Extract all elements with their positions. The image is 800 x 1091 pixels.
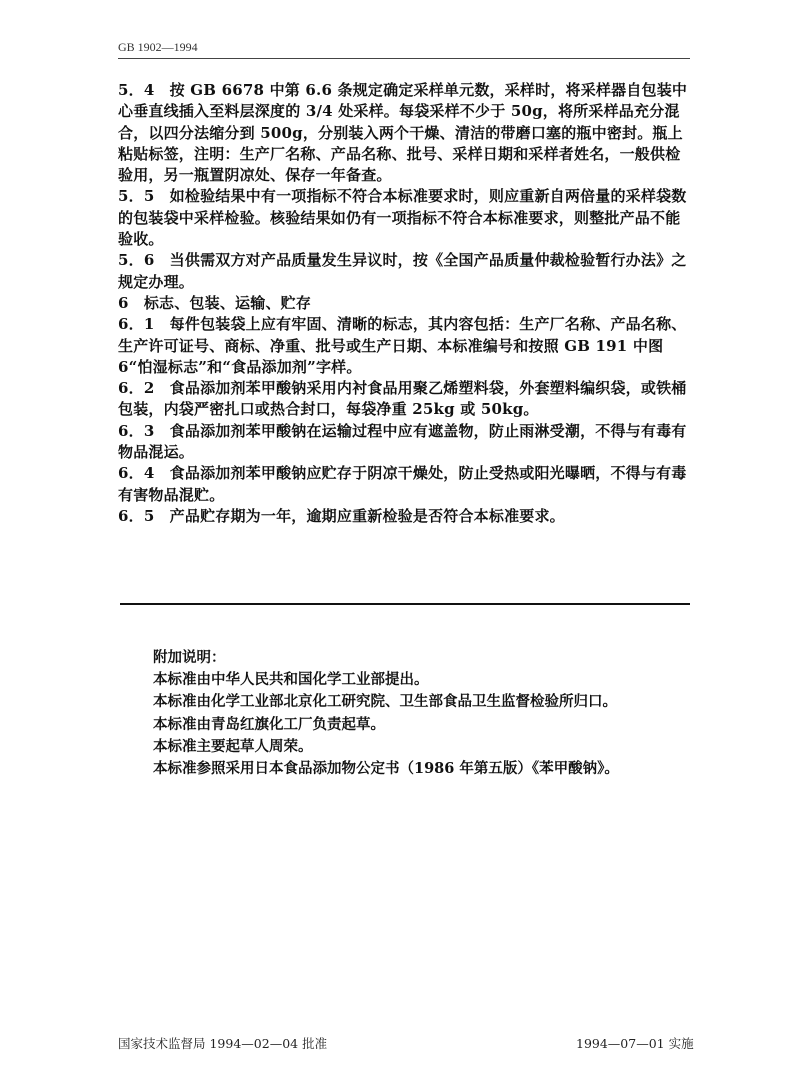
footer-implementation-date: 1994—07—01 实施	[576, 1036, 694, 1051]
footer-approval-date: 国家技术监督局 1994—02—04 批准	[118, 1036, 328, 1051]
appendix-line: 本标准参照采用日本食品添加物公定书（1986 年第五版）《苯甲酸钠》。	[153, 760, 619, 778]
appendix-title: 附加说明：	[153, 649, 226, 666]
appendix-line: 本标准由化学工业部北京化工研究院、卫生部食品卫生监督检验所归口。	[153, 693, 617, 711]
section-6-heading: 6 标志、包装、运输、贮存	[118, 293, 312, 312]
clause-6-3: 6．3 食品添加剂苯甲酸钠在运输过程中应有遮盖物，防止雨淋受潮，不得与有毒有物品混运。	[118, 421, 687, 462]
clause-6-1: 6．1 每件包装袋上应有牢固、清晰的标志，其内容包括：生产厂名称、产品名称、生产许可证号、商标、净重、批号或生产日期、本标准编号和按照 GB 191 中图 6“怕湿标志”和“食品添加剂”字样。	[118, 315, 687, 376]
clause-5-6: 5．6 当供需双方对产品质量发生异议时，按《全国产品质量仲裁检验暂行办法》之规定办理。	[118, 251, 687, 291]
clause-5-5: 5．5 如检验结果中有一项指标不符合本标准要求时，则应重新自两倍量的采样袋数的包装袋中采样检验。核验结果如仍有一项指标不符合本标准要求，则整批产品不能验收。	[118, 187, 687, 249]
appendix-line: 本标准主要起草人周荣。	[153, 737, 313, 755]
appendix-notes	[153, 647, 693, 780]
body-text	[118, 80, 688, 527]
clause-6-4: 6．4 食品添加剂苯甲酸钠应贮存于阴凉干燥处，防止受热或阳光曝晒，不得与有毒有害物品混贮。	[118, 464, 687, 504]
clause-6-2: 6．2 食品添加剂苯甲酸钠采用内衬食品用聚乙烯塑料袋，外套塑料编织袋，或铁桶包装，内袋严密扎口或热合封口，每袋净重 25kg 或 50kg。	[118, 379, 687, 419]
section-divider	[120, 603, 690, 605]
clause-5-4: 5．4 按 GB 6678 中第 6.6 条规定确定采样单元数，采样时，将采样器自包装中心垂直线插入至料层深度的 3/4 处采样。每袋采样不少于 50g，将所采样品充分混合，以四分法缩分到 500g，分别装入两个干燥、清洁的带磨口塞的瓶中密封。瓶上粘贴标签，注明：生产厂名称、产品名称、批号、采样日期和采样者姓名，一般供检验用，另一瓶置阴凉处、保存一年备查。	[118, 81, 688, 185]
appendix-line: 本标准由青岛红旗化工厂负责起草。	[153, 715, 385, 733]
header-rule	[118, 58, 690, 59]
header-standard-number: GB 1902—1994	[118, 40, 198, 54]
appendix-line: 本标准由中华人民共和国化学工业部提出。	[153, 671, 429, 689]
clause-6-5: 6．5 产品贮存期为一年，逾期应重新检验是否符合本标准要求。	[118, 506, 565, 525]
